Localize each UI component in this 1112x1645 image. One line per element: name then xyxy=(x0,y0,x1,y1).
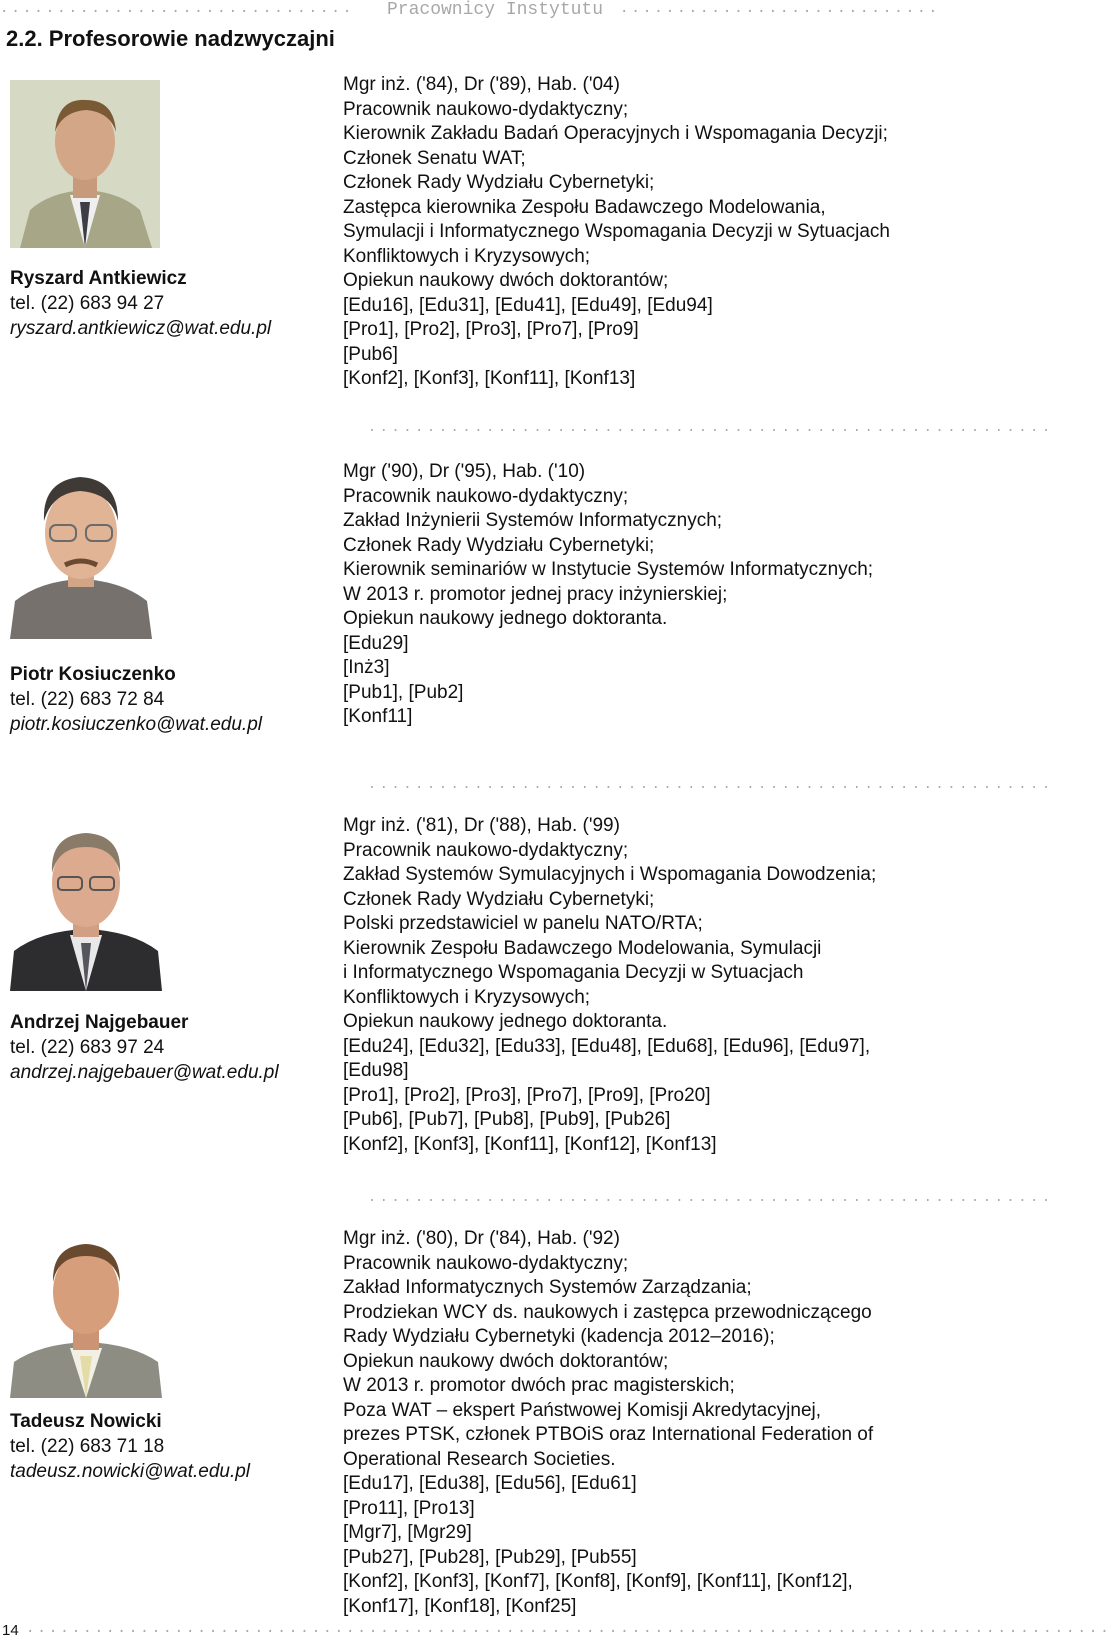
detail-line: [Pro11], [Pro13] xyxy=(343,1497,475,1519)
staff-photo xyxy=(10,811,162,991)
staff-phone: tel. (22) 683 97 24 xyxy=(10,1037,165,1058)
staff-phone: tel. (22) 683 72 84 xyxy=(10,689,165,710)
detail-line: i Informatycznego Wspomagania Decyzji w Sytuacjach xyxy=(343,962,804,983)
header-dots-right: ............................ xyxy=(620,0,941,16)
detail-line: Konfliktowych i Kryzysowych; xyxy=(343,245,591,267)
detail-line: Członek Rady Wydziału Cybernetyki; xyxy=(343,888,655,910)
staff-name: Tadeusz Nowicki xyxy=(10,1411,162,1432)
detail-line: Symulacji i Informatycznego Wspomagania Decyzji w Sytuacjach xyxy=(343,221,890,242)
detail-line: Członek Rady Wydziału Cybernetyki; xyxy=(343,172,655,193)
detail-line: [Pro1], [Pro2], [Pro3], [Pro7], [Pro9], [Pro20] xyxy=(343,1084,711,1106)
staff-details xyxy=(343,73,890,392)
staff-contact xyxy=(10,266,271,341)
detail-line: Członek Rady Wydziału Cybernetyki; xyxy=(343,534,655,556)
staff-name: Piotr Kosiuczenko xyxy=(10,664,176,685)
detail-line: Polski przedstawiciel w panelu NATO/RTA; xyxy=(343,913,703,934)
detail-line: [Edu29] xyxy=(343,632,409,654)
detail-line: W 2013 r. promotor jednej pracy inżynierskiej; xyxy=(343,583,728,605)
entry-separator: .......................................................... xyxy=(368,1190,1054,1205)
staff-email[interactable]: ryszard.antkiewicz@wat.edu.pl xyxy=(10,318,272,339)
detail-line: [Inż3] xyxy=(343,657,390,678)
staff-photo xyxy=(10,1226,162,1398)
page-number: 14 xyxy=(2,1622,19,1639)
page-header xyxy=(0,0,960,24)
detail-line: Kierownik seminariów w Instytucie Systemów Informatycznych; xyxy=(343,559,874,580)
footer-dots: ............................................................................................... xyxy=(26,1620,1112,1636)
detail-line: prezes PTSK, członek PTBOiS oraz International Federation of xyxy=(343,1424,874,1445)
staff-email[interactable]: tadeusz.nowicki@wat.edu.pl xyxy=(10,1461,251,1482)
detail-line: Zakład Systemów Symulacyjnych i Wspomagania Dowodzenia; xyxy=(343,864,877,885)
section-title: 2.2. Profesorowie nadzwyczajni xyxy=(6,26,335,51)
detail-line: Mgr inż. ('81), Dr ('88), Hab. ('99) xyxy=(343,815,620,836)
detail-line: Pracownik naukowo-dydaktyczny; xyxy=(343,485,629,507)
detail-line: Zakład Informatycznych Systemów Zarządzania; xyxy=(343,1277,752,1298)
detail-line: [Konf2], [Konf3], [Konf7], [Konf8], [Konf9], [Konf11], [Konf12], xyxy=(343,1571,853,1592)
detail-line: [Pub1], [Pub2] xyxy=(343,681,464,703)
detail-line: Pracownik naukowo-dydaktyczny; xyxy=(343,839,629,861)
staff-details xyxy=(343,460,873,730)
staff-details xyxy=(343,1227,873,1619)
detail-line: [Edu16], [Edu31], [Edu41], [Edu49], [Edu94] xyxy=(343,294,713,316)
staff-details xyxy=(343,814,876,1157)
staff-contact xyxy=(10,1010,279,1085)
detail-line: [Mgr7], [Mgr29] xyxy=(343,1522,472,1543)
detail-line: Pracownik naukowo-dydaktyczny; xyxy=(343,98,629,120)
detail-line: [Konf2], [Konf3], [Konf11], [Konf12], [Konf13] xyxy=(343,1133,717,1155)
detail-line: W 2013 r. promotor dwóch prac magisterskich; xyxy=(343,1375,735,1396)
detail-line: [Konf2], [Konf3], [Konf11], [Konf13] xyxy=(343,368,636,389)
staff-name: Andrzej Najgebauer xyxy=(10,1012,189,1033)
detail-line: Opiekun naukowy dwóch doktorantów; xyxy=(343,270,669,291)
entry-separator: .......................................................... xyxy=(368,777,1054,792)
staff-contact xyxy=(10,662,262,737)
staff-email[interactable]: piotr.kosiuczenko@wat.edu.pl xyxy=(10,714,262,735)
staff-email[interactable]: andrzej.najgebauer@wat.edu.pl xyxy=(10,1062,279,1083)
detail-line: Rady Wydziału Cybernetyki (kadencja 2012–2016); xyxy=(343,1326,775,1347)
detail-line: [Edu17], [Edu38], [Edu56], [Edu61] xyxy=(343,1473,637,1494)
detail-line: Kierownik Zakładu Badań Operacyjnych i Wspomagania Decyzji; xyxy=(343,123,888,144)
detail-line: Członek Senatu WAT; xyxy=(343,147,526,169)
detail-line: Zastępca kierownika Zespołu Badawczego Modelowania, xyxy=(343,196,826,218)
staff-photo xyxy=(10,80,160,248)
detail-line: [Konf11] xyxy=(343,706,413,727)
detail-line: [Edu24], [Edu32], [Edu33], [Edu48], [Edu68], [Edu96], [Edu97], xyxy=(343,1035,871,1057)
header-title: Pracownicy Instytutu xyxy=(383,0,607,20)
detail-line: [Pub6], [Pub7], [Pub8], [Pub9], [Pub26] xyxy=(343,1109,671,1130)
staff-phone: tel. (22) 683 71 18 xyxy=(10,1436,165,1457)
detail-line: Konfliktowych i Kryzysowych; xyxy=(343,986,591,1008)
entry-separator: .......................................................... xyxy=(368,420,1054,435)
detail-line: [Edu98] xyxy=(343,1060,409,1081)
detail-line: Mgr inż. ('84), Dr ('89), Hab. ('04) xyxy=(343,74,620,95)
detail-line: Kierownik Zespołu Badawczego Modelowania, Symulacji xyxy=(343,937,822,959)
detail-line: Zakład Inżynierii Systemów Informatycznych; xyxy=(343,510,723,531)
staff-photo xyxy=(10,451,152,639)
detail-line: [Pub6] xyxy=(343,343,398,365)
staff-contact xyxy=(10,1409,250,1484)
detail-line: [Pub27], [Pub28], [Pub29], [Pub55] xyxy=(343,1546,637,1568)
detail-line: Opiekun naukowy jednego doktoranta. xyxy=(343,608,668,629)
detail-line: Opiekun naukowy dwóch doktorantów; xyxy=(343,1350,669,1372)
detail-line: Opiekun naukowy jednego doktoranta. xyxy=(343,1011,668,1032)
detail-line: Prodziekan WCY ds. naukowych i zastępca przewodniczącego xyxy=(343,1301,872,1323)
detail-line: [Pro1], [Pro2], [Pro3], [Pro7], [Pro9] xyxy=(343,319,639,340)
detail-line: Mgr ('90), Dr ('95), Hab. ('10) xyxy=(343,461,586,482)
detail-line: [Konf17], [Konf18], [Konf25] xyxy=(343,1595,577,1617)
staff-phone: tel. (22) 683 94 27 xyxy=(10,293,165,314)
detail-line: Operational Research Societies. xyxy=(343,1448,616,1470)
staff-name: Ryszard Antkiewicz xyxy=(10,268,187,289)
detail-line: Pracownik naukowo-dydaktyczny; xyxy=(343,1252,629,1274)
detail-line: Poza WAT – ekspert Państwowej Komisji Akredytacyjnej, xyxy=(343,1399,822,1421)
detail-line: Mgr inż. ('80), Dr ('84), Hab. ('92) xyxy=(343,1228,620,1249)
header-dots-left: ............................... xyxy=(0,0,355,16)
